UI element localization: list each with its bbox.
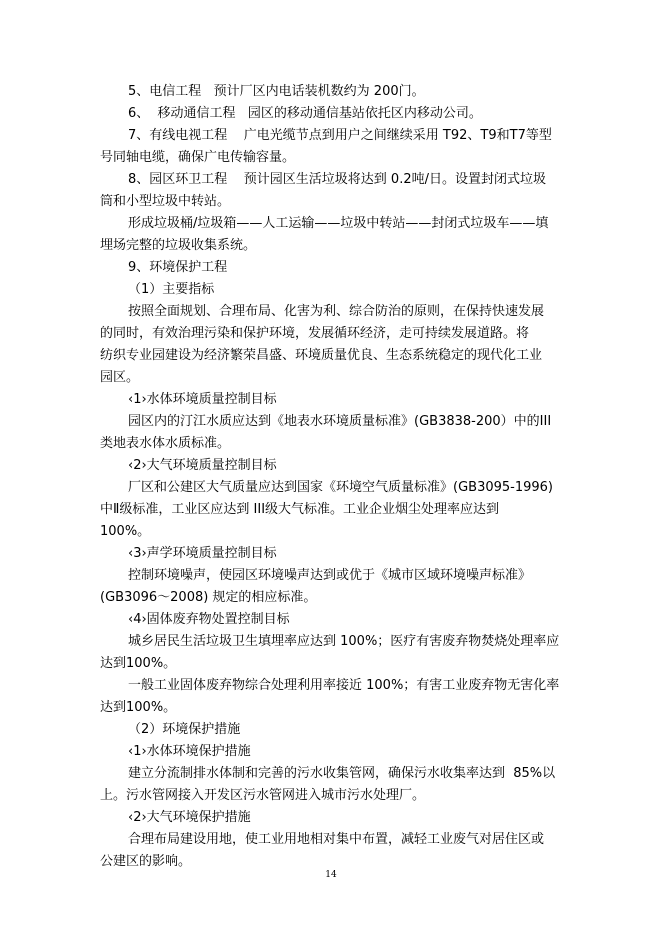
- subsection-heading: （2）环境保护措施: [128, 722, 241, 737]
- text-line: 100%。: [100, 524, 151, 539]
- text-line: 达到100%。: [100, 700, 177, 715]
- text-line: 按照全面规划、合理布局、化害为利、综合防治的原则，在保持快速发展: [128, 304, 545, 319]
- subsection-heading: （1）主要指标: [128, 282, 215, 297]
- item-heading: ‹2›大气环境质量控制目标: [128, 458, 277, 473]
- text-line: 合理布局建设用地，使工业用地相对集中布置，减轻工业废气对居住区或: [128, 832, 545, 847]
- text-line: 埋场完整的垃圾收集系统。: [100, 238, 257, 253]
- text-line: 厂区和公建区大气质量应达到国家《环境空气质量标准》(GB3095-1996): [128, 480, 553, 495]
- text-line: 7、有线电视工程 广电光缆节点到用户之间继续采用 T92、T9和T7等型: [128, 128, 552, 143]
- item-heading: ‹1›水体环境保护措施: [128, 744, 251, 759]
- text-line: 筒和小型垃圾中转站。: [100, 194, 231, 209]
- item-heading: ‹4›固体废弃物处置控制目标: [128, 612, 290, 627]
- text-line: 达到100%。: [100, 656, 177, 671]
- page-number: 14: [325, 870, 337, 880]
- text-line: 上。污水管网接入开发区污水管网进入城市污水处理厂。: [100, 788, 426, 803]
- section-heading: 9、环境保护工程: [128, 260, 228, 275]
- text-line: 建立分流制排水体制和完善的污水收集管网，确保污水收集率达到 85%以: [128, 766, 556, 781]
- text-line: 的同时，有效治理污染和保护环境，发展循环经济，走可持续发展道路。将: [100, 326, 530, 341]
- item-heading: ‹2›大气环境保护措施: [128, 810, 251, 825]
- text-line: 一般工业固体废弃物综合处理利用率接近 100%；有害工业废弃物无害化率: [128, 678, 560, 693]
- item-heading: ‹3›声学环境质量控制目标: [128, 546, 277, 561]
- text-line: 号同轴电缆，确保广电传输容量。: [100, 150, 296, 165]
- text-line: 纺织专业园建设为经济繁荣昌盛、环境质量优良、生态系统稳定的现代化工业: [100, 348, 543, 363]
- text-line: 形成垃圾桶/垃圾箱——人工运输——垃圾中转站——封闭式垃圾车——填: [128, 216, 549, 231]
- text-line: 园区。: [100, 370, 140, 385]
- text-line: 中Ⅱ级标准，工业区应达到 III级大气标准。工业企业烟尘处理率应达到: [100, 502, 500, 517]
- text-line: 8、园区环卫工程 预计园区生活垃圾将达到 0.2吨/日。设置封闭式垃圾: [128, 172, 546, 187]
- text-line: 园区内的汀江水质应达到《地表水环境质量标准》(GB3838-200）中的III: [128, 414, 552, 429]
- text-line: 控制环境噪声，使园区环境噪声达到或优于《城市区域环境噪声标准》: [128, 568, 532, 583]
- item-heading: ‹1›水体环境质量控制目标: [128, 392, 277, 407]
- text-line: 5、电信工程 预计厂区内电话装机数约为 200门。: [128, 84, 425, 99]
- text-line: 类地表水体水质标准。: [100, 436, 231, 451]
- text-line: 城乡居民生活垃圾卫生填埋率应达到 100%；医疗有害废弃物焚烧处理率应: [128, 634, 560, 649]
- text-line: 公建区的影响。: [100, 854, 192, 869]
- text-line: (GB3096～2008) 规定的相应标准。: [100, 590, 317, 605]
- text-line: 6、 移动通信工程 园区的移动通信基站依托区内移动公司。: [128, 106, 482, 121]
